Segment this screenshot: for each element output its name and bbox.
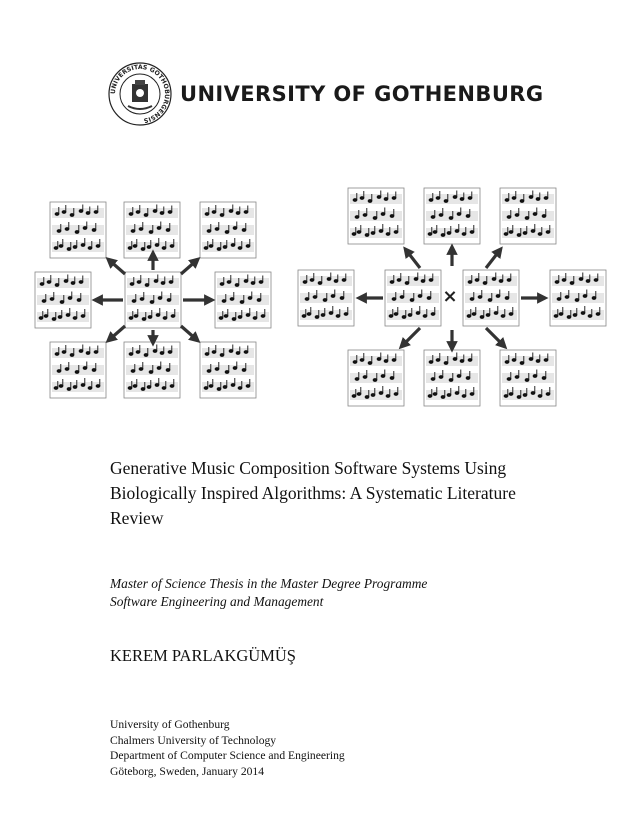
- arrow-down-right: [486, 328, 504, 346]
- score-sheet: [125, 272, 181, 328]
- affiliation-department: Department of Computer Science and Engineering: [110, 749, 345, 763]
- score-sheet: [124, 202, 180, 258]
- score-sheet: [200, 202, 256, 258]
- crossover-arrows-diagram: [298, 188, 606, 406]
- score-sheet: [215, 272, 271, 328]
- score-sheet: [348, 350, 404, 406]
- score-sheet: [35, 272, 91, 328]
- university-seal-logo: [108, 62, 172, 126]
- score-sheet: [424, 188, 480, 244]
- mutation-arrows-diagram: [35, 202, 271, 398]
- score-sheet: [463, 270, 519, 326]
- university-header: [108, 62, 543, 126]
- affiliation-institution: Chalmers University of Technology: [110, 733, 277, 747]
- arrow-down-left: [402, 328, 420, 346]
- arrow-up-left: [406, 250, 420, 268]
- affiliation-block: [110, 717, 345, 779]
- university-name: UNIVERSITY OF GOTHENBURG: [180, 82, 544, 106]
- arrow-up-left: [109, 260, 125, 274]
- score-sheet: [348, 188, 404, 244]
- arrow-down-right: [181, 326, 197, 340]
- score-sheet: [298, 270, 354, 326]
- score-sheet: [124, 342, 180, 398]
- score-sheet: [424, 350, 480, 406]
- crossover-symbol: ×: [442, 286, 458, 307]
- thesis-title: Generative Music Composition Software Systems Using Biologically Inspired Algorithms: A Systematic Literature Review: [110, 458, 516, 528]
- score-sheet: [500, 350, 556, 406]
- arrow-down-left: [109, 326, 125, 340]
- subtitle-line: Software Engineering and Management: [110, 594, 324, 609]
- score-sheet: [50, 202, 106, 258]
- score-sheet: [385, 270, 441, 326]
- thesis-subtitle: [110, 575, 540, 611]
- score-sheet: [500, 188, 556, 244]
- author-name: KEREM PARLAKGÜMÜŞ: [110, 646, 296, 665]
- score-sheet: [200, 342, 256, 398]
- evolution-diagram: [30, 178, 612, 410]
- affiliation-place-date: Göteborg, Sweden, January 2014: [110, 764, 265, 778]
- score-sheet: [550, 270, 606, 326]
- seal-text: UNIVERSITAS GOTHOBURGENSIS: [109, 63, 171, 124]
- score-sheet: [50, 342, 106, 398]
- affiliation-university: University of Gothenburg: [110, 718, 230, 731]
- arrow-up-right: [181, 260, 197, 274]
- arrow-up-right: [486, 250, 500, 268]
- subtitle-line: Master of Science Thesis in the Master Degree Programme: [110, 576, 428, 591]
